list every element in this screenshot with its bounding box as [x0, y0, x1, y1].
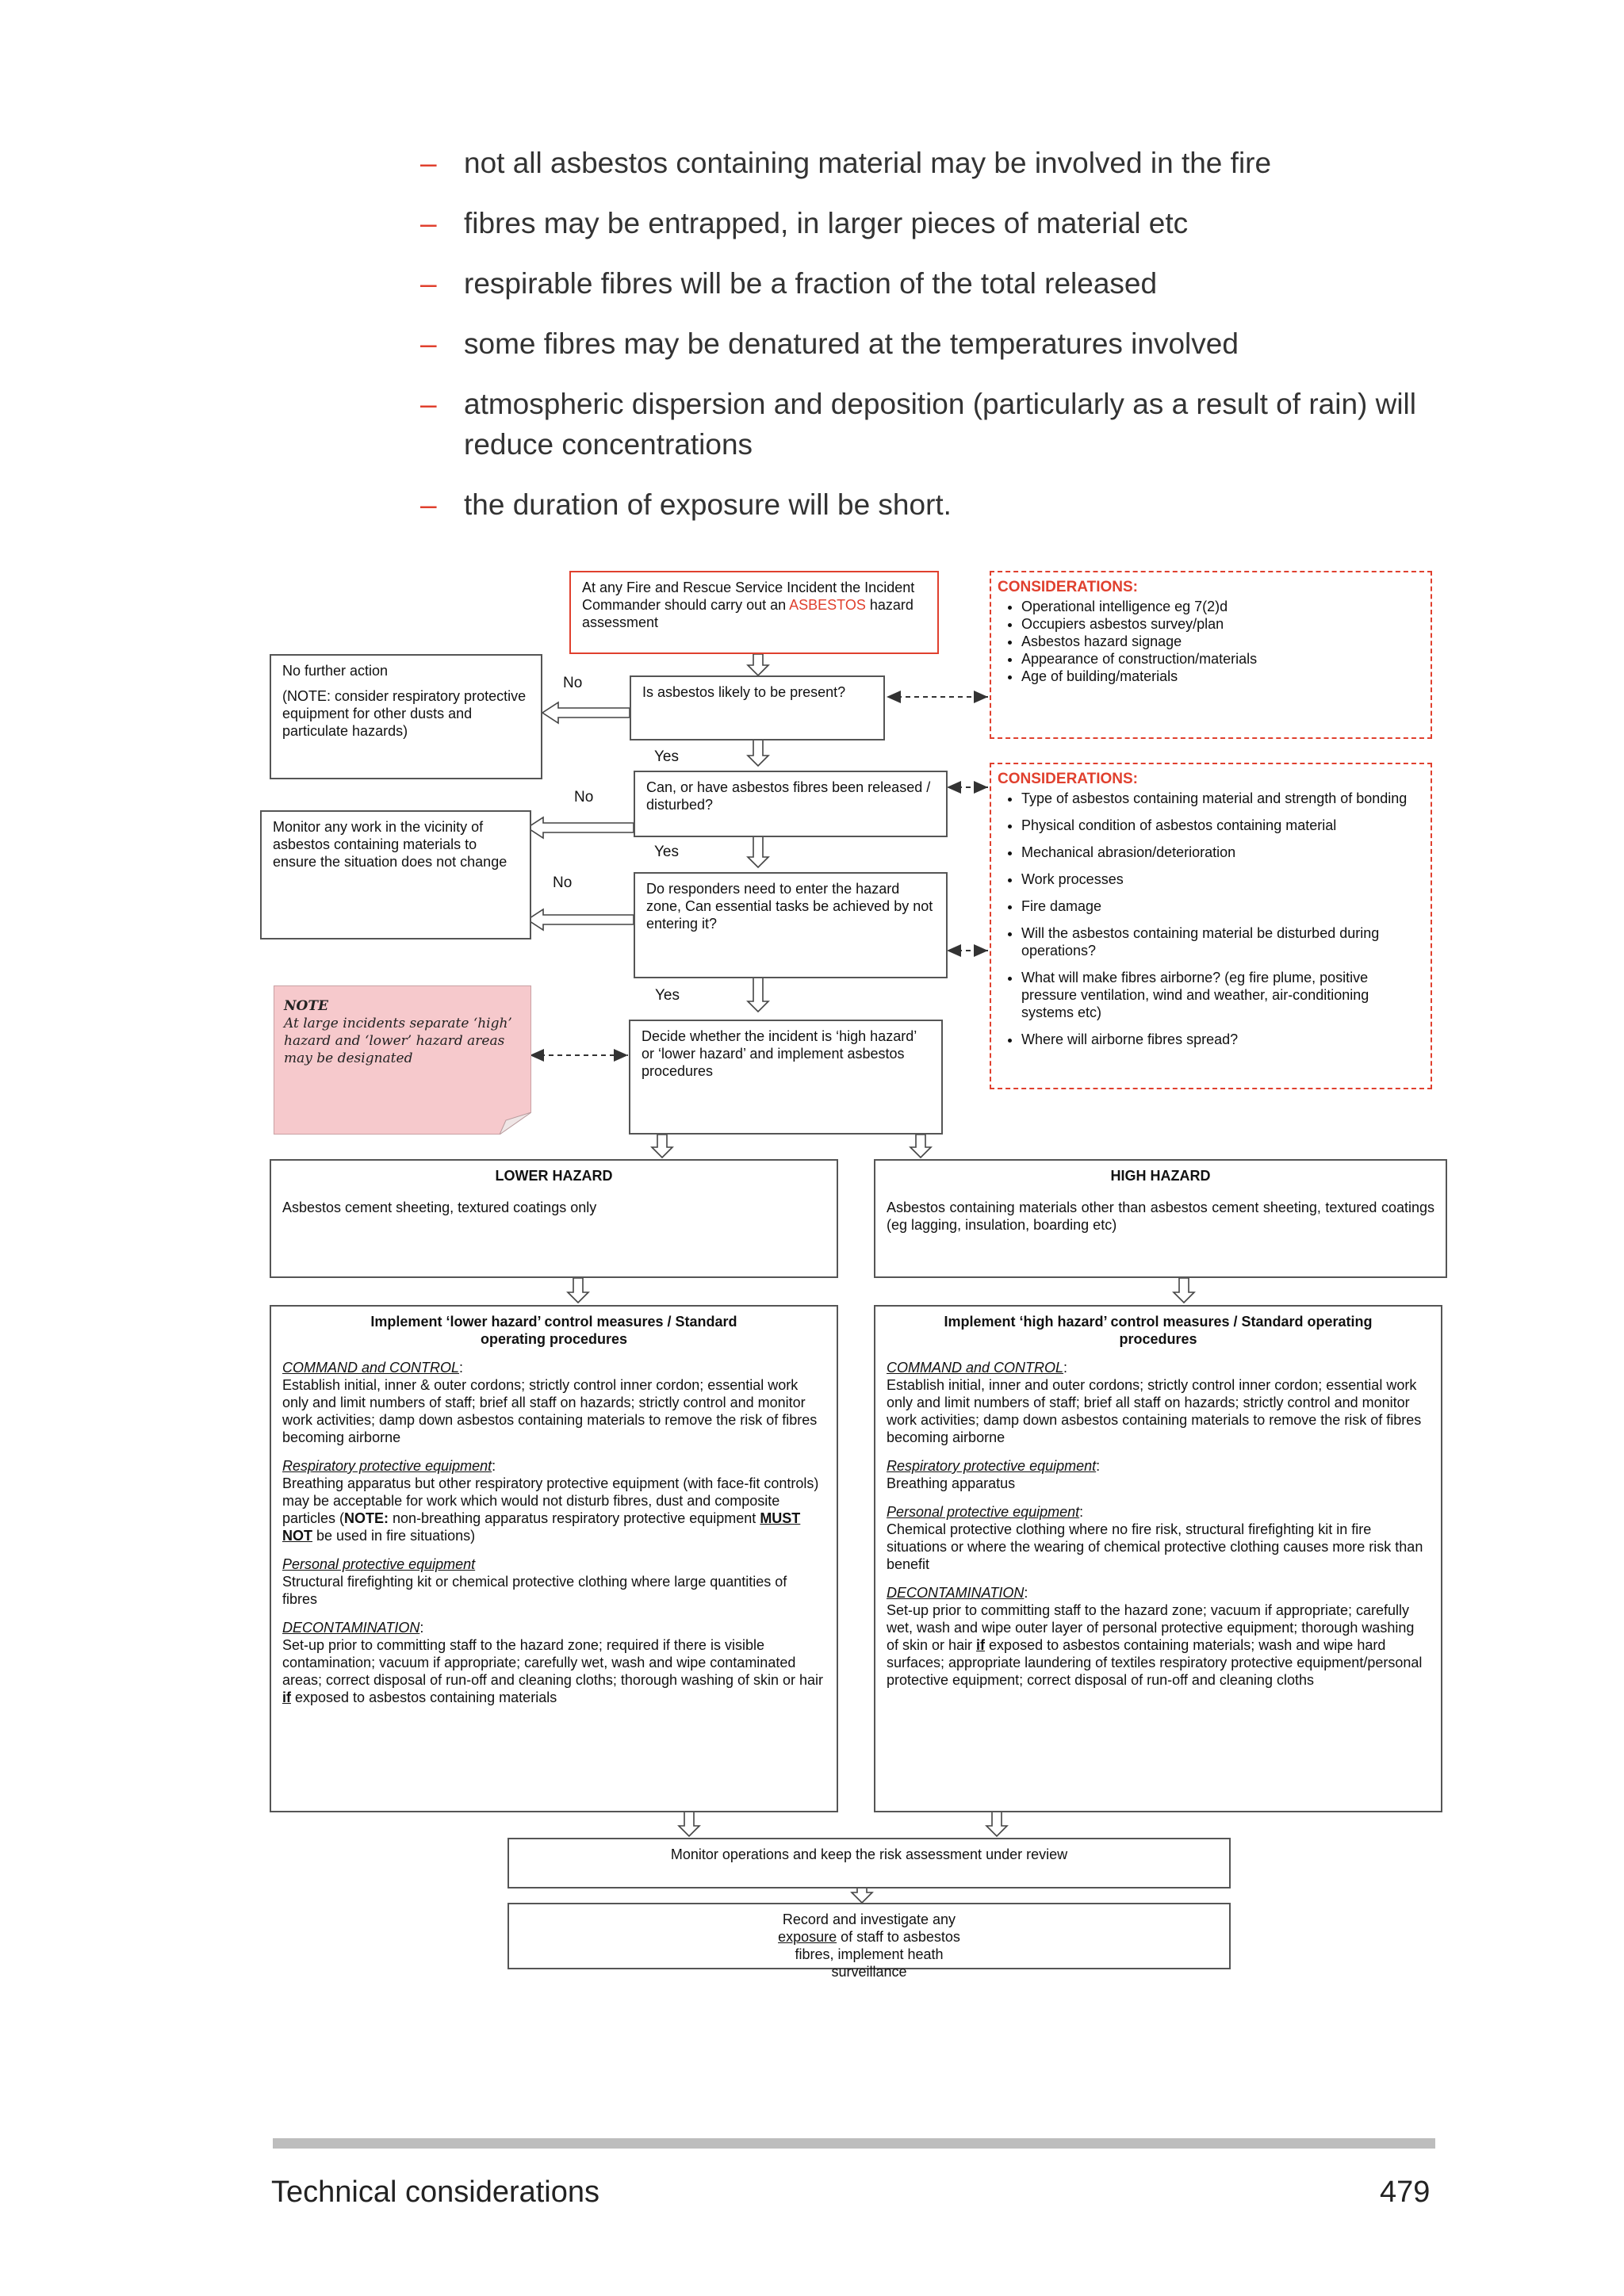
footer-divider — [273, 2138, 1435, 2149]
considerations-title: CONSIDERATIONS: — [998, 771, 1138, 787]
considerations-box-2 — [990, 763, 1432, 1089]
list-item: • Where will airborne fibres spread? — [1021, 1031, 1424, 1048]
list-item: • Operational intelligence eg 7(2)d — [1021, 598, 1424, 615]
lower-hazard-controls-box: Implement ‘lower hazard’ control measures / Standard operating procedures COMMAND and CONTROL: Establish initial, inner & outer cordons; strictly control inner cordon; essential work only and limit numbers of staff; brief all staff on hazards; strictly control and monitor work activities; damp down asbestos containing materials to remove the risk of fibres becoming airborne Respiratory protective equipment: Breathing apparatus but other respiratory protective equipment (with face-fit controls) may be acceptable for work which would not disturb fibres, dust and composite particles (NOTE: non-breathing apparatus respiratory protective equipment MUST NOT be used in fire situations) Personal protective equipment Structural firefighting kit or chemical protective clothing where large quantities of fibres DECONTAMINATION: Set-up prior to committing staff to the hazard zone; required if there is visible contamination; vacuum if appropriate; carefully wet, wash and wipe contaminated areas; correct disposal of run-off and cleaning cloths; thorough washing of skin or hair if exposed to asbestos containing materials — [270, 1305, 838, 1812]
yes-label: Yes — [654, 844, 679, 860]
monitor-vicinity-box: Monitor any work in the vicinity of asbestos containing materials to ensure the situation does not change — [260, 810, 531, 939]
high-hazard-box: HIGH HAZARD Asbestos containing materials other than asbestos cement sheeting, textured coatings (eg lagging, insulation, boarding etc) — [874, 1159, 1447, 1278]
list-item: • Will the asbestos containing material be disturbed during operations? — [1021, 924, 1424, 959]
list-item: • Work processes — [1021, 871, 1424, 888]
list-item: • Physical condition of asbestos containing material — [1021, 817, 1424, 834]
question-fibres-released: Can, or have asbestos fibres been released / disturbed? — [634, 771, 948, 837]
no-further-action-box: No further action (NOTE: consider respiratory protective equipment for other dusts and particulate hazards) — [270, 654, 542, 779]
high-hazard-controls-box: Implement ‘high hazard’ control measures / Standard operating procedures COMMAND and CONTROL: Establish initial, inner and outer cordons; strictly control inner cordon; essential work only and limit numbers of staff; brief all staff on hazards; strictly control and monitor work activities; damp down asbestos containing materials to remove the risk of fibres becoming airborne Respiratory protective equipment: Breathing apparatus Personal protective equipment: Chemical protective clothing where no fire risk, structural firefighting kit in fire situations or where the wearing of chemical protective clothing causes more risk than benefit DECONTAMINATION: Set-up prior to committing staff to the hazard zone; vacuum if appropriate; carefully wet, wash and wipe outer layer of personal protective equipment; thorough washing of skin or hair if exposed to asbestos containing materials; wash and wipe hard surfaces; appropriate laundering of textiles respiratory protective equipment/personal protective equipment; correct disposal of run-off and cleaning cloths — [874, 1305, 1442, 1812]
bullet-item: – respirable fibres will be a fraction of the total released — [420, 267, 1158, 300]
considerations-list — [998, 598, 1424, 685]
yes-label: Yes — [655, 987, 680, 1004]
list-item: • Type of asbestos containing material and strength of bonding — [1021, 790, 1424, 807]
list-item: • Appearance of construction/materials — [1021, 650, 1424, 668]
considerations-list — [998, 790, 1424, 1048]
page-curl-icon — [500, 1112, 531, 1135]
no-label: No — [574, 789, 594, 806]
lower-hazard-box: LOWER HAZARD Asbestos cement sheeting, textured coatings only — [270, 1159, 838, 1278]
question-asbestos-present: Is asbestos likely to be present? — [630, 675, 885, 740]
question-enter-hazard-zone: Do responders need to enter the hazard zone, Can essential tasks be achieved by not entering it? — [634, 872, 948, 978]
list-item: • Age of building/materials — [1021, 668, 1424, 685]
decide-hazard-level-box: Decide whether the incident is ‘high hazard’ or ‘lower hazard’ and implement asbestos procedures — [629, 1020, 943, 1135]
bullet-item: – some fibres may be denatured at the temperatures involved — [420, 327, 1239, 360]
list-item: • Fire damage — [1021, 897, 1424, 915]
page-number: 479 — [1380, 2175, 1431, 2209]
no-label: No — [563, 675, 583, 691]
yes-label: Yes — [654, 748, 679, 765]
no-label: No — [553, 874, 573, 891]
list-item: • Mechanical abrasion/deterioration — [1021, 844, 1424, 861]
bullet-item: – not all asbestos containing material may be involved in the fire — [420, 147, 1272, 179]
monitor-operations-box: Monitor operations and keep the risk assessment under review — [508, 1838, 1231, 1888]
note-sticky: NOTE At large incidents separate ‘high’ hazard and ‘lower’ hazard areas may be designated — [274, 985, 531, 1135]
start-box: At any Fire and Rescue Service Incident the Incident Commander should carry out an ASBESTOS hazard assessment — [569, 571, 939, 654]
record-exposure-box: Record and investigate any exposure of staff to asbestos fibres, implement heath surveillance — [508, 1903, 1231, 1969]
bullet-item: – atmospheric dispersion and deposition (particularly as a result of rain) will reduce concentrations — [420, 388, 1417, 461]
considerations-box-1 — [990, 571, 1432, 739]
bullet-item: – the duration of exposure will be short. — [420, 488, 952, 521]
bullet-item: – fibres may be entrapped, in larger pieces of material etc — [420, 207, 1189, 239]
list-item: • What will make fibres airborne? (eg fire plume, positive pressure ventilation, wind and weather, air-conditioning systems etc) — [1021, 969, 1424, 1021]
list-item: • Occupiers asbestos survey/plan — [1021, 615, 1424, 633]
considerations-title: CONSIDERATIONS: — [998, 579, 1138, 595]
list-item: • Asbestos hazard signage — [1021, 633, 1424, 650]
footer-section-title: Technical considerations — [271, 2175, 600, 2209]
